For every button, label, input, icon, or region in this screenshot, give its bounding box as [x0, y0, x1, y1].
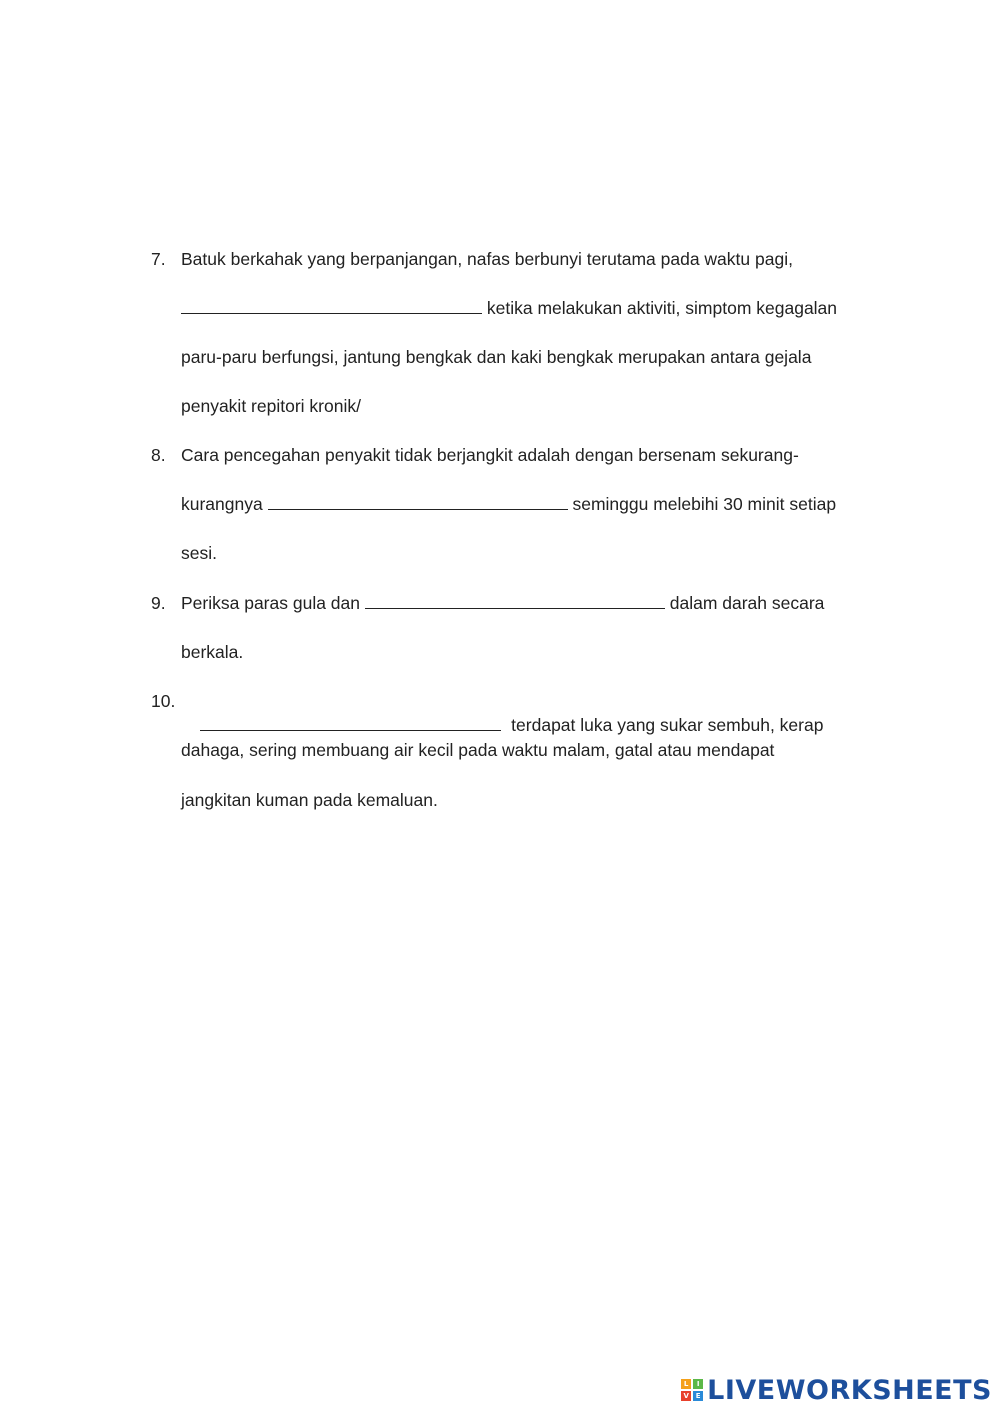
- question-text: kurangnya: [181, 494, 268, 514]
- question-text: Batuk berkahak yang berpanjangan, nafas berbunyi terutama pada waktu pagi,: [181, 249, 793, 269]
- question-10-number: 10.: [151, 691, 176, 711]
- question-9-number: 9.: [151, 593, 166, 613]
- question-7-number: 7.: [151, 249, 166, 269]
- question-7-line-1: [181, 247, 793, 271]
- question-8-number: 8.: [151, 445, 166, 465]
- question-7-line-2: [181, 296, 837, 320]
- question-text: berkala.: [181, 642, 244, 662]
- logo-mark-letter: I: [693, 1379, 703, 1389]
- liveworksheets-logo: [681, 1373, 992, 1407]
- question-text: terdapat luka yang sukar sembuh, kerap: [501, 715, 824, 735]
- question-7-line-3: [181, 345, 811, 369]
- question-text: Cara pencegahan penyakit tidak berjangkit adalah dengan bersenam sekurang-: [181, 445, 799, 465]
- question-text: seminggu melebihi 30 minit setiap: [567, 494, 837, 514]
- question-9-line-2: [181, 640, 243, 664]
- logo-mark-letter: E: [693, 1391, 703, 1401]
- question-text: jangkitan kuman pada kemaluan.: [181, 790, 438, 810]
- question-10-line-3: [181, 788, 438, 812]
- question-text: penyakit repitori kronik/: [181, 396, 361, 416]
- logo-mark-letter: V: [681, 1391, 691, 1401]
- answer-blank-10[interactable]: [200, 714, 501, 731]
- question-9-line-1: [181, 591, 824, 615]
- question-8-line-3: [181, 541, 217, 565]
- answer-blank-8[interactable]: [268, 493, 568, 510]
- logo-mark-letter: L: [681, 1379, 691, 1389]
- question-text: dahaga, sering membuang air kecil pada waktu malam, gatal atau mendapat: [181, 740, 775, 760]
- question-8-line-1: [181, 443, 799, 467]
- answer-blank-7[interactable]: [181, 297, 482, 314]
- question-text: Periksa paras gula dan: [181, 593, 365, 613]
- question-7-line-4: [181, 394, 361, 418]
- question-10-line-2: [181, 738, 774, 762]
- logo-text: LIVEWORKSHEETS: [707, 1374, 992, 1406]
- answer-blank-9[interactable]: [365, 592, 665, 609]
- question-8-line-2: [181, 492, 836, 516]
- question-text: ketika melakukan aktiviti, simptom kegagalan: [482, 298, 838, 318]
- question-text: sesi.: [181, 543, 217, 563]
- question-text: paru-paru berfungsi, jantung bengkak dan kaki bengkak merupakan antara gejala: [181, 347, 812, 367]
- question-text: dalam darah secara: [664, 593, 825, 613]
- liveworksheets-logo-icon: [681, 1379, 703, 1401]
